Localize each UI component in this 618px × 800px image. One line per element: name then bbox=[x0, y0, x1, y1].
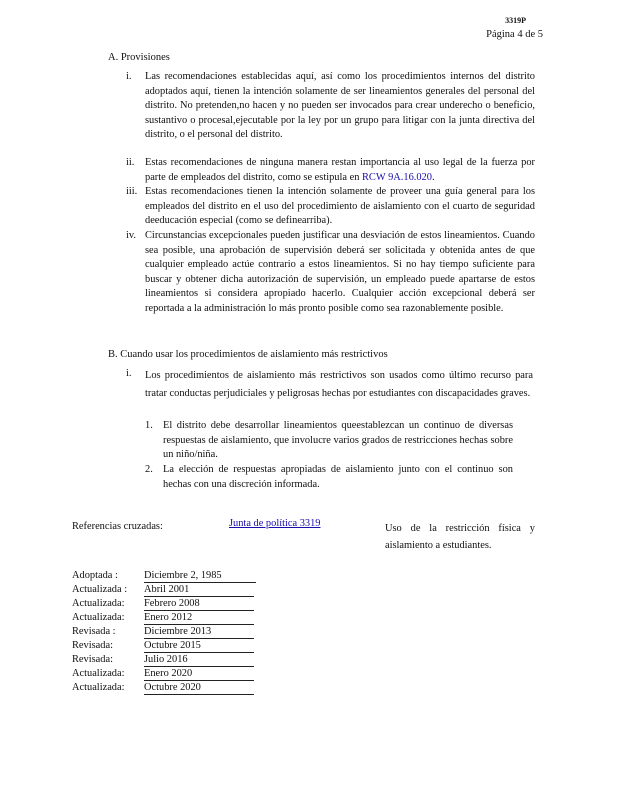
item-text-body: Estas recomendaciones de ninguna manera restan importancia al uso legal de la fuerza por parte de empleados del distrito, como se estipula en bbox=[145, 157, 535, 183]
history-value: Octubre 2020 bbox=[144, 682, 254, 695]
section-a-title: A. Provisiones bbox=[108, 52, 170, 63]
item-text bbox=[145, 156, 535, 185]
history-row bbox=[72, 682, 272, 694]
page-number: Página 4 de 5 bbox=[486, 29, 543, 40]
history-label: Revisada: bbox=[72, 640, 113, 651]
history-row bbox=[72, 668, 272, 680]
history-label: Revisada: bbox=[72, 654, 113, 665]
history-label: Revisada : bbox=[72, 626, 116, 637]
subitem-number: 1. bbox=[145, 420, 153, 431]
history-value: Octubre 2015 bbox=[144, 640, 254, 653]
history-row bbox=[72, 654, 272, 666]
history-row bbox=[72, 598, 272, 610]
history-value: Febrero 2008 bbox=[144, 598, 254, 611]
item-numeral: ii. bbox=[126, 157, 135, 168]
cross-reference-description: Uso de la restricción física y aislamiento a estudiantes. bbox=[385, 523, 535, 551]
item-text: Las recomendaciones establecidas aquí, así como los procedimientos internos del distrito adoptados aquí, tienen la intención solamente de ser lineamientos generales del personal del distrito. No pretenden,no hacen y no pueden ser invocados para crear underecho o beneficio, sustantivo o procesal,ejecutable por la ley por un grupo para litigar con la junta directiva del distrito, o el personal del distrito. bbox=[145, 71, 535, 141]
item-numeral: iii. bbox=[126, 186, 138, 197]
history-row bbox=[72, 640, 272, 652]
item-numeral: iv. bbox=[126, 230, 137, 241]
history-label: Actualizada: bbox=[72, 612, 125, 623]
item-text: Estas recomendaciones tienen la intención solamente de proveer una guía general para los empleados del distrito en el uso del procedimiento de aislamiento con el cuarto de seguridad deeducación especial (como se definearriba). bbox=[145, 186, 535, 227]
history-label: Adoptada : bbox=[72, 570, 118, 581]
rcw-link[interactable]: RCW 9A.16.020 bbox=[362, 171, 432, 183]
item-numeral: i. bbox=[126, 368, 132, 379]
history-value: Abril 2001 bbox=[144, 584, 254, 597]
section-b-title: B. Cuando usar los procedimientos de aislamiento más restrictivos bbox=[108, 349, 388, 360]
subitem-text: La elección de respuestas apropiadas de aislamiento junto con el continuo son hechas con una discreción informada. bbox=[163, 464, 513, 490]
policy-3319-link[interactable]: Junta de política 3319 bbox=[229, 518, 321, 529]
history-value: Diciembre 2013 bbox=[144, 626, 254, 639]
item-text: Los procedimientos de aislamiento más restrictivos son usados como último recurso para tratar conductas perjudiciales y peligrosas hechas por estudiantes con discapacidades graves. bbox=[145, 370, 533, 399]
item-numeral: i. bbox=[126, 71, 132, 82]
history-value: Enero 2012 bbox=[144, 612, 254, 625]
history-label: Actualizada: bbox=[72, 668, 125, 679]
history-row bbox=[72, 626, 272, 638]
history-row bbox=[72, 612, 272, 624]
cross-references-label: Referencias cruzadas: bbox=[72, 521, 163, 532]
history-label: Actualizada: bbox=[72, 598, 125, 609]
subitem-text: El distrito debe desarrollar lineamientos queestablezcan un continuo de diversas respuestas de aislamiento, que involucre varios grados de restricciones hechas sobre un niño/niña. bbox=[163, 420, 513, 461]
item-text-end: . bbox=[431, 171, 435, 183]
history-label: Actualizada : bbox=[72, 584, 128, 595]
history-value: Diciembre 2, 1985 bbox=[144, 570, 256, 583]
history-row bbox=[72, 570, 272, 582]
history-label: Actualizada: bbox=[72, 682, 125, 693]
history-value: Julio 2016 bbox=[144, 654, 254, 667]
policy-code: 3319P bbox=[505, 16, 526, 25]
item-text: Circunstancias excepcionales pueden justificar una desviación de estos lineamientos. Cuando sea posible, una aprobación de supervisión deberá ser solicitada y obtenida antes de que cualquier empleado actúe contrario a estos lineamientos. Si no hay tiempo suficiente para buscar y obtener dicha autorización de supervisión, un empleado puede apartarse de estos lineamientos si considera apropiado hacerlo. Cualquier acción excepcional deberá ser reportada a la administración lo más pronto posible como sea razonablemente posible. bbox=[145, 230, 535, 314]
history-row bbox=[72, 584, 272, 596]
history-value: Enero 2020 bbox=[144, 668, 254, 681]
subitem-number: 2. bbox=[145, 464, 153, 475]
